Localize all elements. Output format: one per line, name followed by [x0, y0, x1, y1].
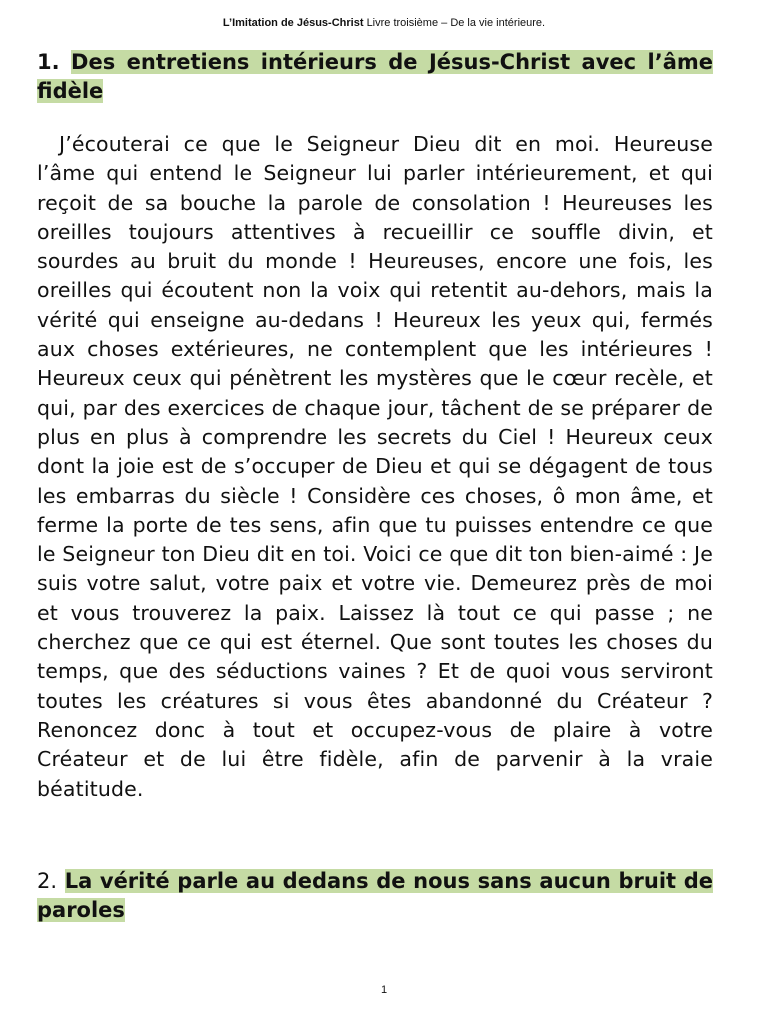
- chapter-1-body: J’écouterai ce que le Seigneur Dieu dit en moi. Heureuse l’âme qui entend le Seigneur lui parler intérieurement, et qui reçoit de sa bouche la parole de consolation ! Heureuses les oreilles toujours attentives à recueillir ce souffle divin, et sourdes au bruit du monde ! Heureuses, encore une fois, les oreilles qui écoutent non la voix qui retentit au-dehors, mais la vérité qui enseigne au-dedans ! Heureux les yeux qui, fermés aux choses extérieures, ne contemplent que les intérieures ! Heureux ceux qui pénètrent les mystères que le cœur recèle, et qui, par des exercices de chaque jour, tâchent de se préparer de plus en plus à comprendre les secrets du Ciel ! Heureux ceux dont la joie est de s’occuper de Dieu et qui se dégagent de tous les embarras du siècle ! Considère ces choses, ô mon âme, et ferme la porte de tes sens, afin que tu puisses entendre ce que le Seigneur ton Dieu dit en toi. Voici ce que dit ton bien-aimé : Je suis votre salut, votre paix et votre vie. Demeurez près de moi et vous trouverez la paix. Laissez là tout ce qui passe ; ne cherchez que ce qui est éternel. Que sont toutes les choses du temps, que des séductions vaines ? Et de quoi vous serviront toutes les créatures si vous êtes abandonné du Créateur ? Renoncez donc à tout et occupez-vous de plaire à votre Créateur et de lui être fidèle, afin de parvenir à la vraie béatitude.: [37, 132, 713, 801]
- section-title: Livre troisième – De la vie intérieure.: [366, 17, 546, 29]
- book-title: L’Imitation de Jésus-Christ: [222, 17, 364, 29]
- page-number: 1: [380, 984, 388, 996]
- running-header: [0, 16, 768, 30]
- page-content: [37, 48, 713, 925]
- chapter-1-heading: [37, 48, 713, 106]
- chapter-1-number: 1.: [37, 50, 60, 74]
- chapter-2-title: La vérité parle au dedans de nous sans aucun bruit de paroles: [37, 868, 713, 922]
- chapter-2-number: 2.: [37, 868, 58, 893]
- chapter-1-title: Des entretiens intérieurs de Jésus-Christ avec l’âme fidèle: [37, 50, 714, 103]
- chapter-2-heading: [37, 867, 713, 925]
